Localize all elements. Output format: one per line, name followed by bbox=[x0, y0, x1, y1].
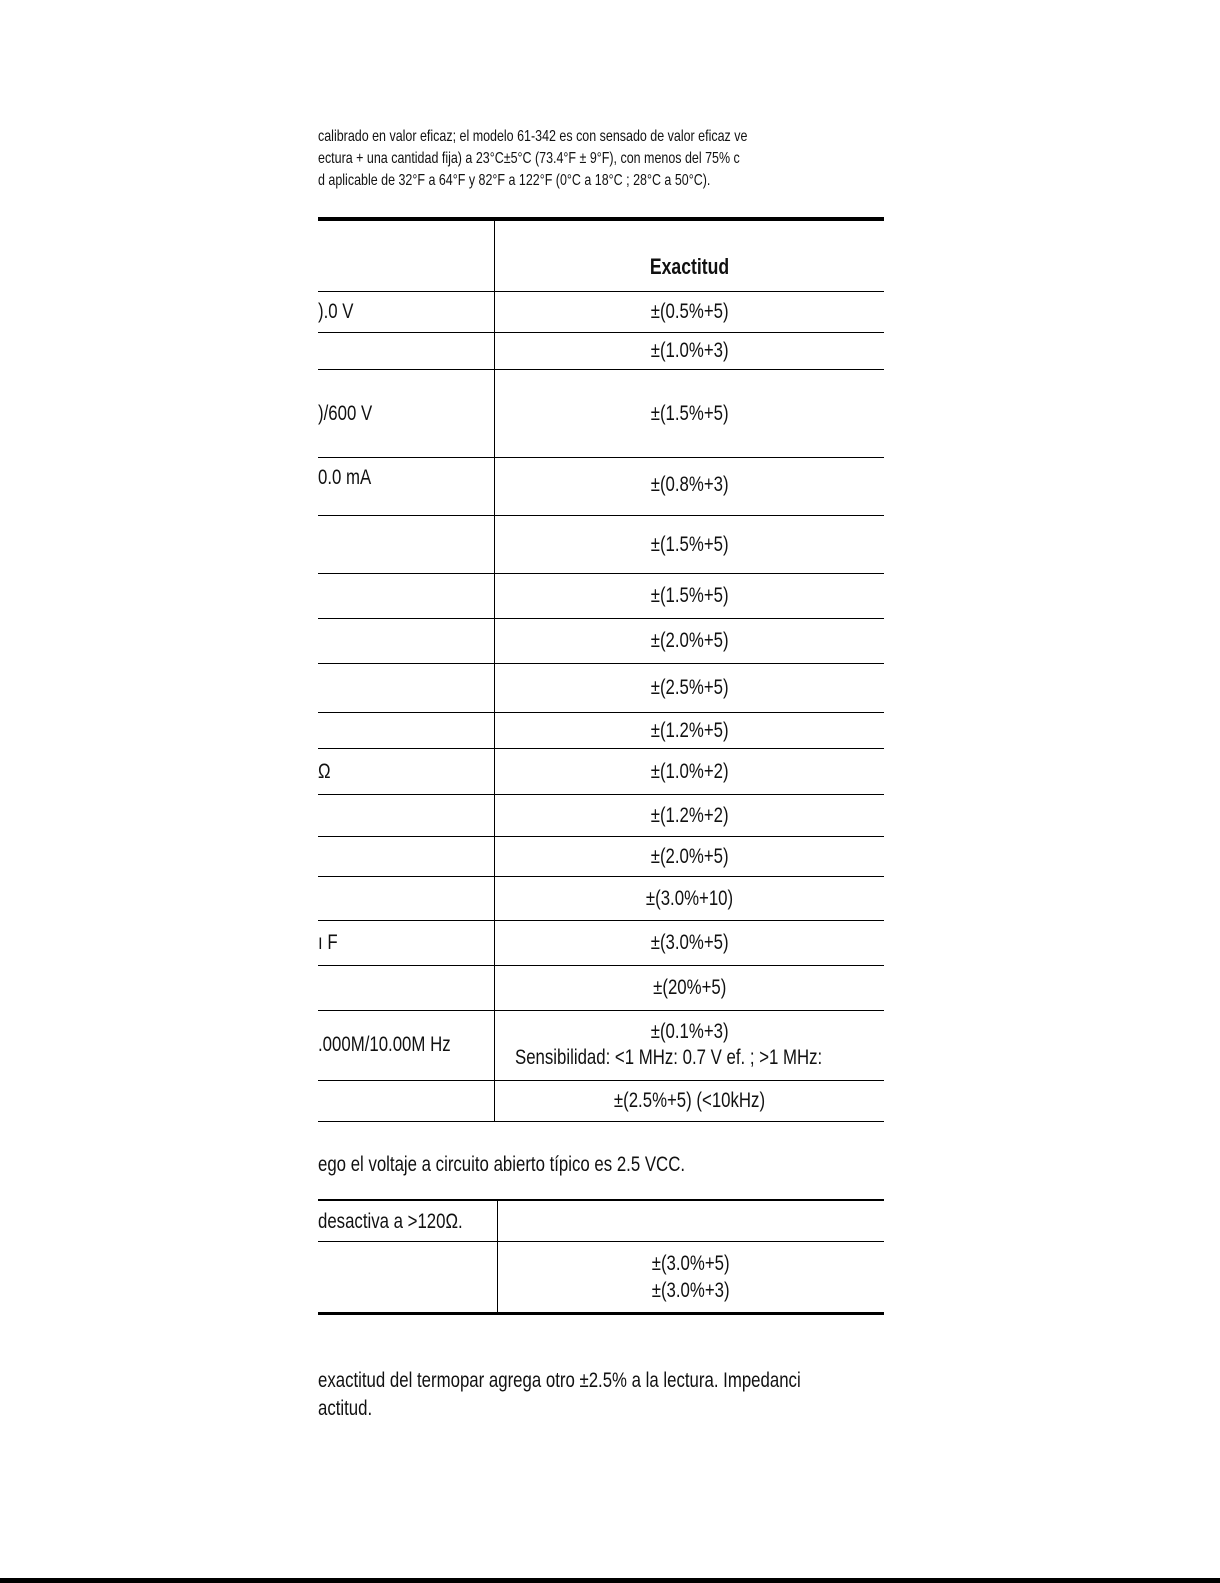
table-row-range bbox=[318, 619, 494, 663]
table2-row1-left: desactiva a >120Ω. bbox=[318, 1209, 463, 1233]
table-row-accuracy: ±(1.5%+5) bbox=[650, 584, 729, 607]
table-row-accuracy: ±(2.5%+5) bbox=[650, 676, 729, 699]
table-row-range bbox=[318, 837, 494, 876]
page-bottom-edge bbox=[0, 1578, 1220, 1583]
table-row-accuracy: ±(3.0%+10) bbox=[645, 886, 734, 910]
table-row-accuracy: ±(2.0%+5) bbox=[650, 844, 729, 868]
table-row-accuracy: ±(3.0%+5) bbox=[650, 931, 729, 954]
table-row-accuracy: ±(2.0%+5) bbox=[650, 629, 729, 652]
table-row-range bbox=[318, 1081, 494, 1121]
table-row-accuracy: ±(0.5%+5) bbox=[650, 300, 729, 323]
table-row-accuracy: ±(1.2%+2) bbox=[650, 803, 729, 827]
intro-line-1: calibrado en valor eficaz; el modelo 61-342 es con sensado de valor eficaz ve bbox=[318, 128, 748, 145]
table-row-range bbox=[318, 877, 494, 920]
table-row-accuracy: ±(1.5%+5) bbox=[650, 401, 729, 425]
intro-line-3: d aplicable de 32°F a 64°F y 82°F a 122°F (0°C a 18°C ; 28°C a 50°C). bbox=[318, 172, 711, 189]
accuracy-header-label: Exactitud bbox=[649, 254, 730, 279]
table-row-accuracy: ±(2.5%+5) (<10kHz) bbox=[613, 1089, 766, 1112]
table-row-range: Ω bbox=[318, 759, 331, 783]
table-header-accuracy bbox=[495, 221, 884, 291]
note-open-circuit-voltage: ego el voltaje a circuito abierto típico es 2.5 VCC. bbox=[318, 1153, 685, 1176]
table-row-range: .000M/10.00M Hz bbox=[318, 1032, 451, 1056]
table-row-accuracy: ±(1.0%+3) bbox=[650, 339, 729, 362]
note-2-line-1: exactitud del termopar agrega otro ±2.5% a la lectura. Impedanci bbox=[318, 1369, 801, 1392]
table-row-range bbox=[318, 574, 494, 618]
table-row-range: )/600 V bbox=[318, 401, 373, 425]
table2-bottom-rule bbox=[318, 1312, 884, 1315]
table-row-accuracy: ±(1.5%+5) bbox=[650, 532, 729, 556]
table-row-range bbox=[318, 664, 494, 712]
table-row-range: ı F bbox=[318, 931, 338, 954]
table-row-range bbox=[318, 966, 494, 1010]
table-row-accuracy: ±(1.2%+5) bbox=[650, 718, 729, 742]
table-bottom-rule bbox=[318, 1121, 884, 1122]
table-row-range bbox=[318, 333, 494, 369]
intro-paragraph bbox=[318, 126, 884, 196]
intro-line-2: ectura + una cantidad fija) a 23°C±5°C (73.4°F ± 9°F), con menos del 75% c bbox=[318, 150, 740, 167]
table2-row2-accuracy: ±(3.0%+5) ±(3.0%+3) bbox=[652, 1252, 730, 1302]
note-2-line-2: actitud. bbox=[318, 1397, 373, 1420]
table-row-accuracy: ±(0.1%+3) Sensibilidad: <1 MHz: 0.7 V ef. ; >1 MHz: bbox=[515, 1019, 823, 1069]
note-thermocouple bbox=[318, 1367, 884, 1431]
table-row-accuracy: ±(20%+5) bbox=[652, 976, 727, 999]
table2-top-rule bbox=[318, 1199, 884, 1201]
table-row-accuracy: ±(0.8%+3) bbox=[650, 473, 729, 496]
table-row-range: ).0 V bbox=[318, 300, 354, 323]
table-row-range bbox=[318, 795, 494, 836]
table-row-range bbox=[318, 516, 494, 573]
table-row-range: 0.0 mA bbox=[318, 466, 372, 489]
table-row-accuracy: ±(1.0%+2) bbox=[650, 759, 729, 783]
table-row-range bbox=[318, 713, 494, 748]
